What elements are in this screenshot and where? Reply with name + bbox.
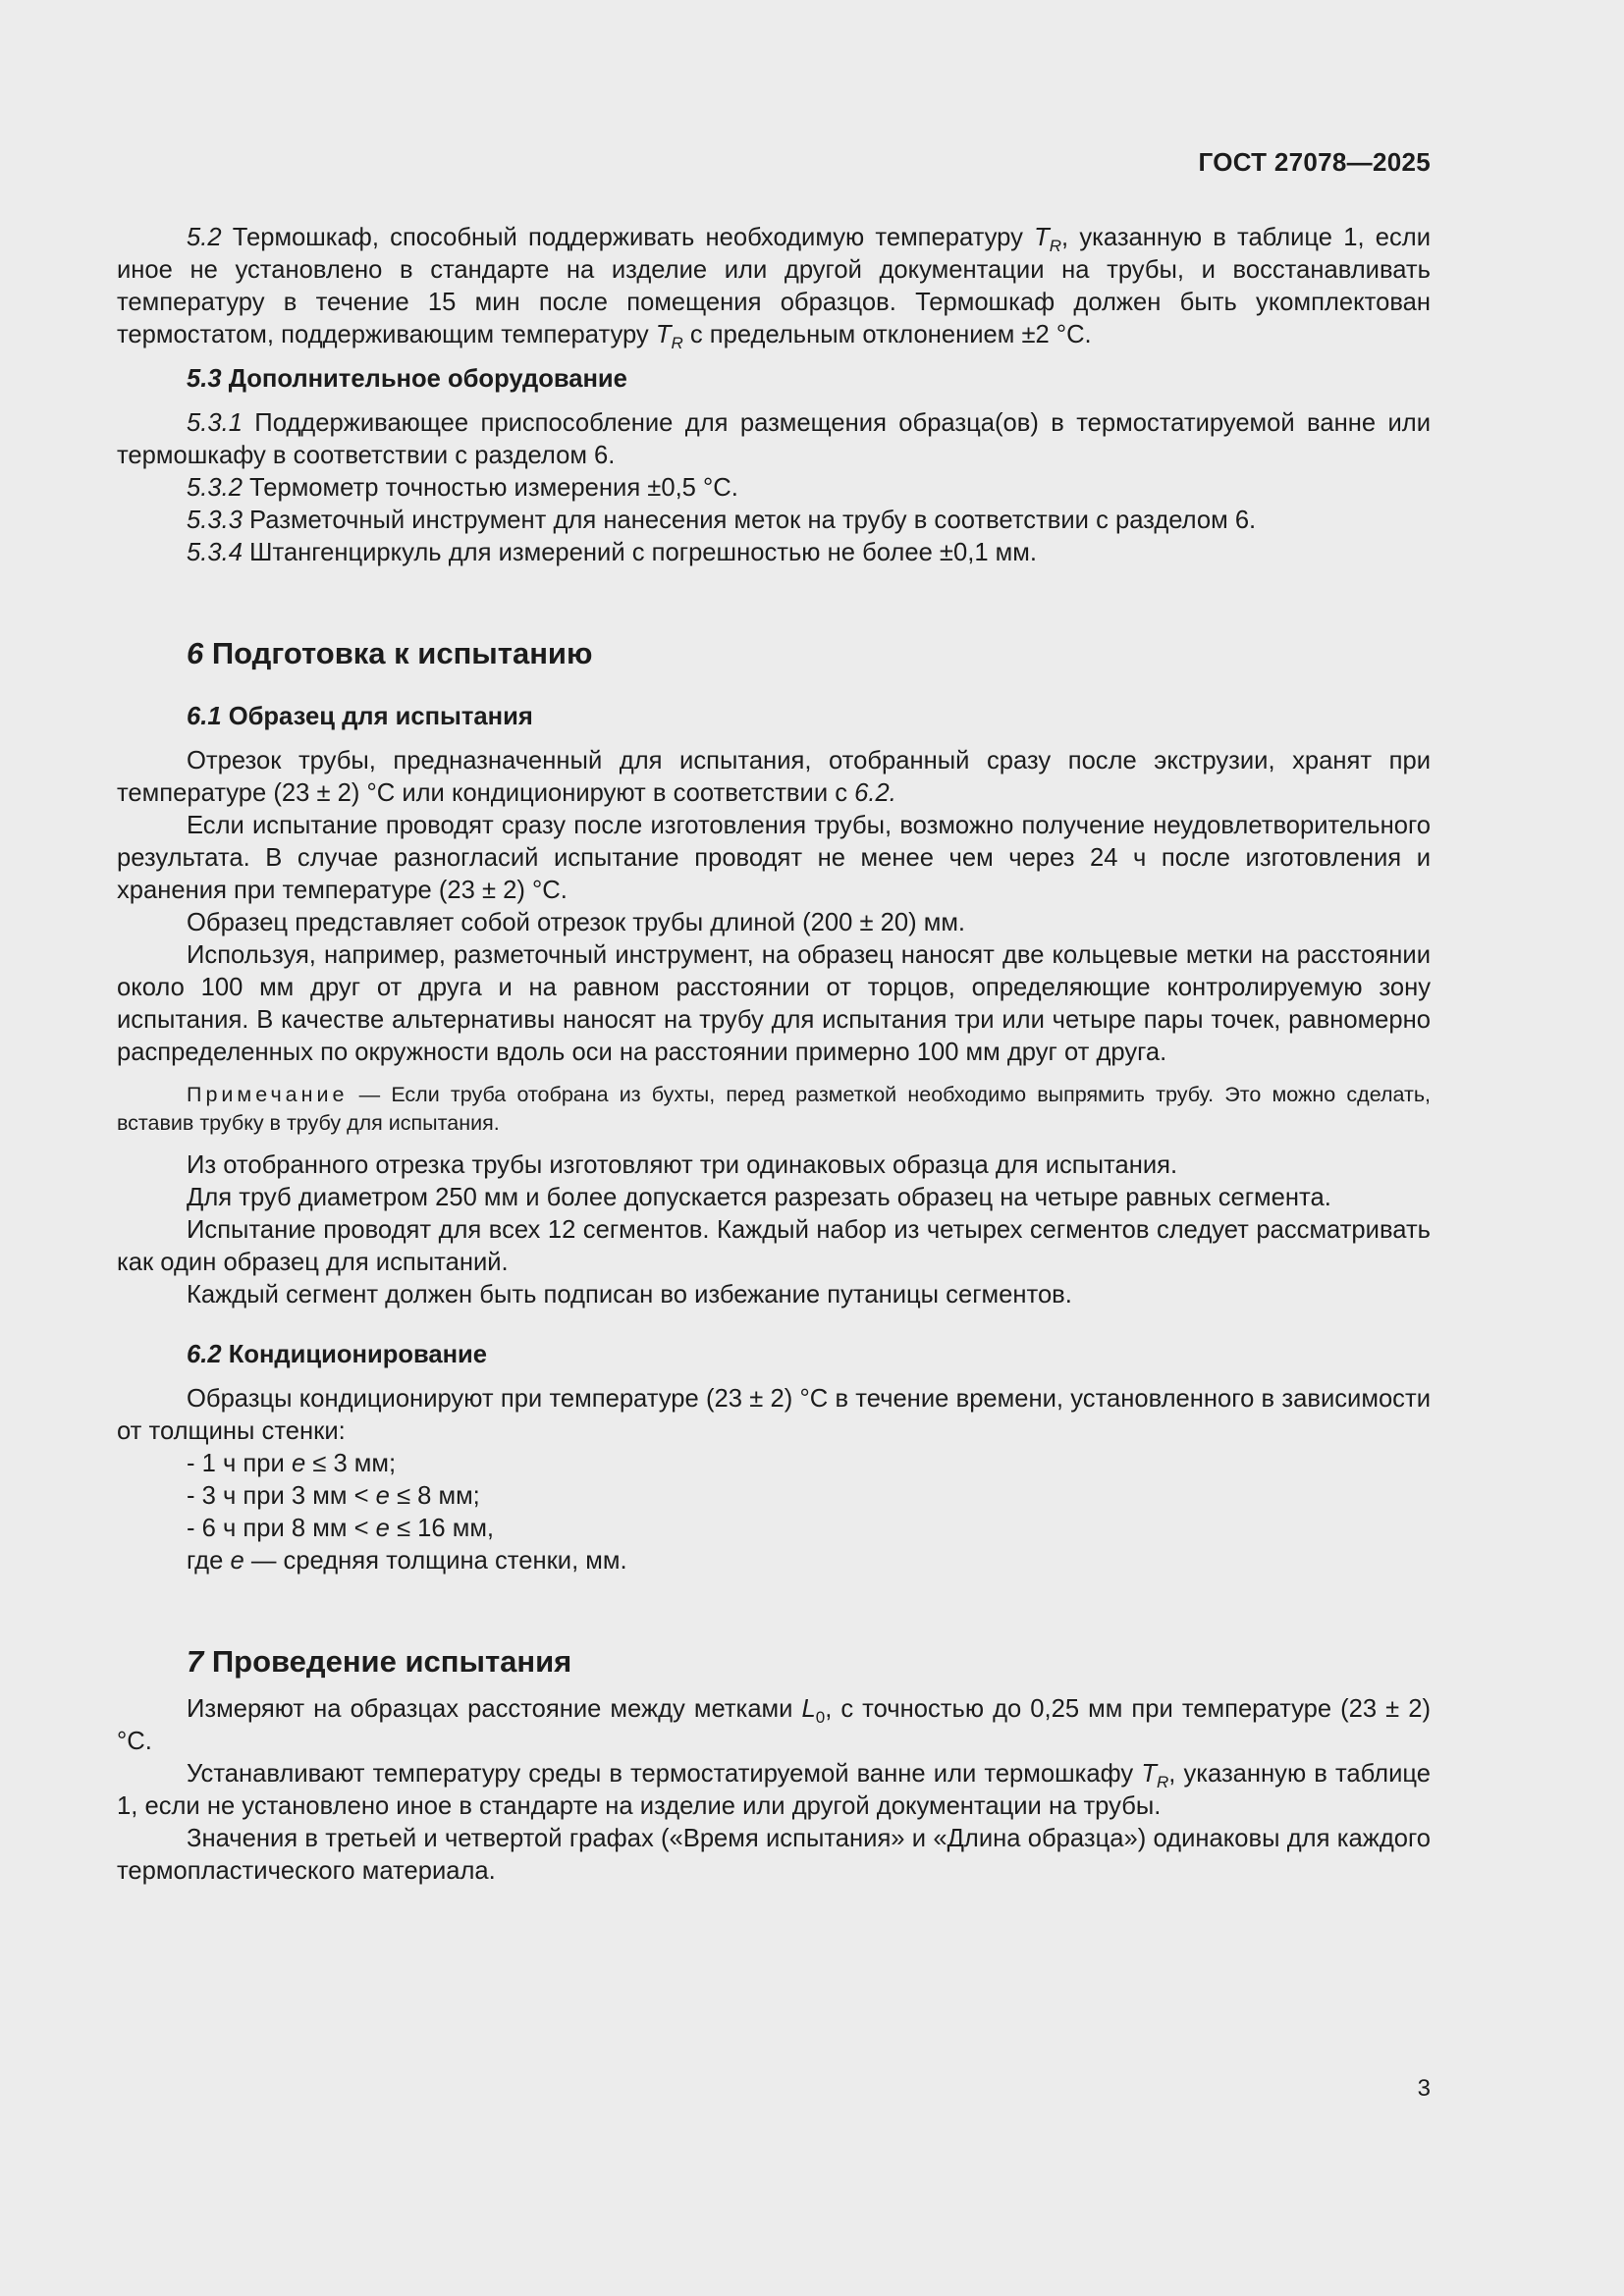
paragraph-5-3-2: 5.3.2 Термометр точностью измерения ±0,5 °C.: [187, 474, 738, 502]
note-paragraph: Примечание — Если труба отобрана из бухты, перед разметкой необходимо выпрямить трубу. Это можно сделать, вставив трубку в трубу для испытания.: [117, 1083, 1431, 1135]
paragraph-7-c: Значения в третьей и четвертой графах («Время испытания» и «Длина образца») одинаковы для каждого термопластического материала.: [117, 1825, 1431, 1885]
paragraph-6-2: Образцы кондиционируют при температуре (23 ± 2) °С в течение времени, установленного в зависимости от толщины стенки:: [117, 1385, 1431, 1445]
paragraph-6-1-g: Испытание проводят для всех 12 сегментов. Каждый набор из четырех сегментов следует рассматривать как один образец для испытаний.: [117, 1216, 1431, 1276]
heading-5-3: 5.3 Дополнительное оборудование: [187, 365, 627, 393]
heading-6-1: 6.1 Образец для испытания: [187, 703, 533, 730]
paragraph-6-1-f: Для труб диаметром 250 мм и более допускается разрезать образец на четыре равных сегмента.: [187, 1184, 1331, 1211]
paragraph-7-b: Устанавливают температуру среды в термостатируемой ванне или термошкафу $T_R$, указанную в таблице 1, если не установлено иное в стандарте на изделие или другой документации на трубы.: [117, 1760, 1431, 1820]
page-content: [117, 222, 1431, 1888]
where-clause: где e — средняя толщина стенки, мм.: [187, 1547, 627, 1575]
list-item: - 1 ч при e ≤ 3 мм;: [187, 1450, 397, 1477]
paragraph-6-1-b: Если испытание проводят сразу после изготовления трубы, возможно получение неудовлетворительного результата. В случае разногласий испытание проводят не менее чем через 24 ч после изготовления и хранения при температуре (23 ± 2) °С.: [117, 812, 1431, 904]
paragraph-6-1-a: Отрезок трубы, предназначенный для испытания, отобранный сразу после экструзии, хранят при температуре (23 ± 2) °С или кондиционируют в соответствии с 6.2.: [117, 747, 1431, 807]
page-number: 3: [1417, 2075, 1431, 2102]
document-code-header: ГОСТ 27078—2025: [1198, 147, 1431, 177]
paragraph-5-2: 5.2 Термошкаф, способный поддерживать необходимую температуру $T_R$, указанную в таблице 1, если иное не установлено в стандарте на изделие или другой документации на трубы, и восстанавливать температуру в течение 15 мин после помещения образцов. Термошкаф должен быть укомплектован термостатом, поддерживающим температуру $T_R$ с предельным отклонением ±2 °C.: [117, 224, 1431, 352]
paragraph-6-1-c: Образец представляет собой отрезок трубы длиной (200 ± 20) мм.: [187, 909, 966, 936]
paragraph-5-3-4: 5.3.4 Штангенциркуль для измерений с погрешностью не более ±0,1 мм.: [187, 539, 1037, 566]
heading-6-2: 6.2 Кондиционирование: [187, 1341, 488, 1368]
paragraph-6-1-d: Используя, например, разметочный инструмент, на образец наносят две кольцевые метки на расстоянии около 100 мм друг от друга и на равном расстоянии от торцов, определяющие контролируемую зону испытания. В качестве альтернативы наносят на трубу для испытания три или четыре пары точек, равномерно распределенных по окружности вдоль оси на расстоянии примерно 100 мм друг от друга.: [117, 941, 1431, 1066]
note-label: Примечание: [187, 1083, 349, 1106]
paragraph-5-3-3: 5.3.3 Разметочный инструмент для нанесения меток на трубу в соответствии с разделом 6.: [187, 507, 1257, 534]
paragraph-7-a: Измеряют на образцах расстояние между метками $L_0$, с точностью до 0,25 мм при температуре (23 ± 2) °С.: [117, 1695, 1431, 1755]
paragraph-6-1-h: Каждый сегмент должен быть подписан во избежание путаницы сегментов.: [187, 1281, 1072, 1308]
paragraph-5-3-1: 5.3.1 Поддерживающее приспособление для размещения образца(ов) в термостатируемой ванне или термошкафу в соответствии с разделом 6.: [117, 409, 1431, 469]
list-item: - 3 ч при 3 мм < e ≤ 8 мм;: [187, 1482, 480, 1510]
section-6-heading: 6 Подготовка к испытанию: [187, 636, 593, 670]
list-item: - 6 ч при 8 мм < e ≤ 16 мм,: [187, 1515, 495, 1542]
section-7-heading: 7 Проведение испытания: [187, 1644, 572, 1679]
paragraph-6-1-e: Из отобранного отрезка трубы изготовляют три одинаковых образца для испытания.: [187, 1151, 1178, 1179]
